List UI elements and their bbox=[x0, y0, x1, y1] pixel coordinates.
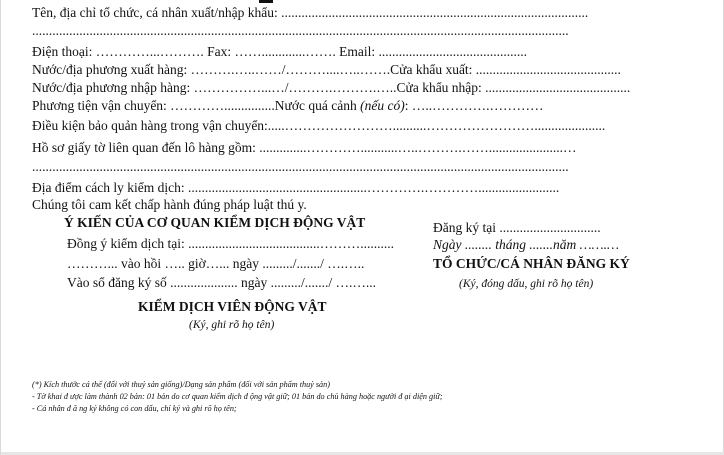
quarantine-location-line: Địa điểm cách ly kiểm dịch: .....................................................………….…………........................ bbox=[32, 180, 560, 195]
documents-continuation: ............................................................................................................................................................... bbox=[32, 159, 569, 174]
authority-title: Ý KIẾN CỦA CƠ QUAN KIỂM DỊCH ĐỘNG VẬT bbox=[64, 215, 366, 230]
import-country-line: Nước/địa phương nhập hàng: ……………...…/……….……….…..Cửa khẩu nhập: ........................................... bbox=[32, 80, 631, 95]
registration-date-line: Ngày ........ tháng .......năm …….… bbox=[433, 237, 620, 252]
transport-label: Phương tiện vận chuyển: …………...............Nước quá cảnh bbox=[32, 98, 361, 113]
org-address-continuation: ............................................................................................................................................................... bbox=[32, 23, 569, 38]
authority-agree-line: Đồng ý kiểm dịch tại: .......................................……….......... bbox=[67, 236, 394, 251]
org-address-line: Tên, địa chỉ tổ chức, cá nhân xuất/nhập khẩu: ........................................................................................... bbox=[32, 5, 589, 20]
export-country-line: Nước/địa phương xuất hàng: ……….…..……/………....…..…….Cửa khẩu xuất: ........................................... bbox=[32, 62, 621, 77]
footnote-2: - Tờ khai đ ược làm thành 02 bản: 01 bản do cơ quan kiểm dịch đ ộng vật giữ; 01 bản do chủ hàng hoặc người đ ại diện giữ; bbox=[32, 392, 443, 401]
documents-line: Hồ sơ giấy tờ liên quan đến lô hàng gồm: ..............…………...........…..……….……......................… bbox=[32, 140, 577, 155]
authority-register-line: Vào sổ đăng ký số .................... ngày ........./......./ ….…... bbox=[67, 275, 376, 290]
registrant-title: TỔ CHỨC/CÁ NHÂN ĐĂNG KÝ bbox=[433, 256, 630, 271]
footnote-3: - Cá nhân đ ă ng ký không có con dấu, chỉ ký và ghi rõ họ tên; bbox=[32, 404, 237, 413]
commitment-line: Chúng tôi cam kết chấp hành đúng pháp luật thú y. bbox=[32, 197, 307, 212]
contact-line: Điện thoại: …………...………. Fax: …….............……. Email: ............................................ bbox=[32, 44, 527, 59]
officer-title: KIỂM DỊCH VIÊN ĐỘNG VẬT bbox=[138, 299, 327, 314]
footnote-1: (*) Kích thước cá thể (đối với thuỷ sản giống)/Dạng sản phẩm (đối với sản phẩm thuỷ sản) bbox=[32, 380, 330, 389]
transport-fill: : …..………….………… bbox=[404, 98, 544, 113]
officer-signature-note: (Ký, ghi rõ họ tên) bbox=[189, 319, 275, 331]
registered-at-line: Đăng ký tại .............................. bbox=[433, 220, 601, 235]
registrant-signature-note: (Ký, đóng dấu, ghi rõ họ tên) bbox=[459, 278, 594, 290]
transport-line bbox=[32, 98, 543, 114]
storage-condition-line: Điều kiện bảo quản hàng trong vận chuyển:.....……………………..........……………………..................... bbox=[32, 118, 606, 133]
transport-optional-note: (nếu có) bbox=[360, 98, 405, 113]
page-top-mark bbox=[259, 0, 273, 3]
authority-time-line: ………... vào hồi ….. giờ…... ngày ........./......./ ….….. bbox=[67, 256, 365, 271]
